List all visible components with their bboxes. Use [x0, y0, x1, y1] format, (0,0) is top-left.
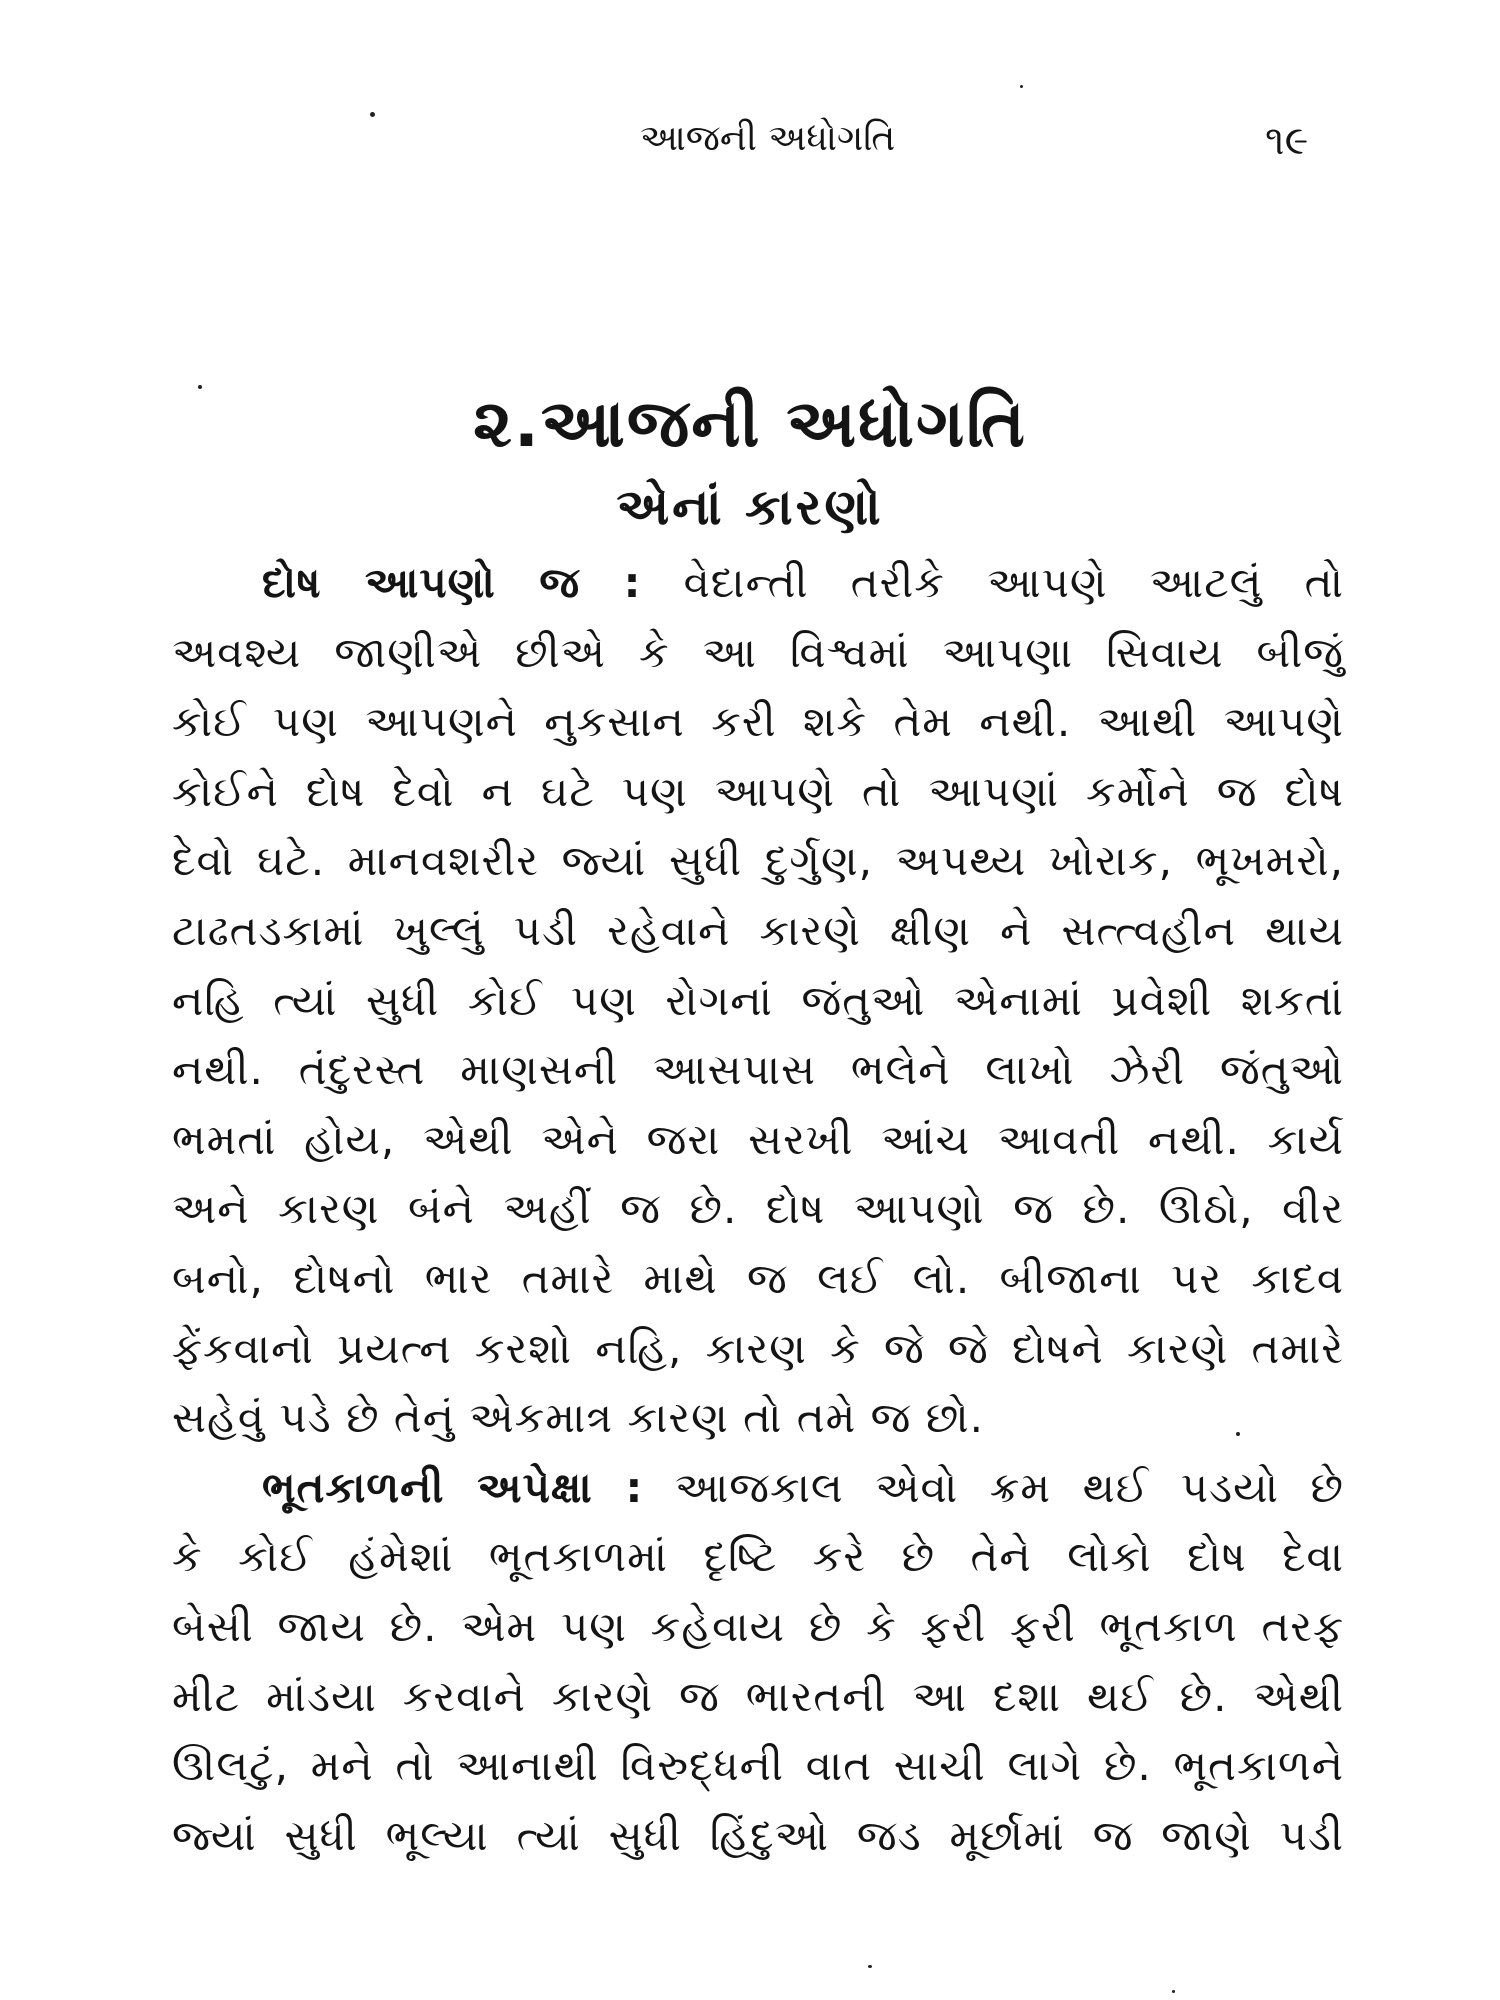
paragraph-1-first-line-text: વેદાન્તી તરીકે આપણે આટલું તો: [683, 558, 1344, 607]
paragraph-2-line: બેસી જાય છે. એમ પણ કહેવાય છે કે ફરી ફરી ભૂતકાળ તરફ: [172, 1601, 1344, 1651]
paragraph-2-heading: ભૂતકાળની અપેક્ષા :: [262, 1462, 644, 1512]
paragraph-1-line: ભમતાં હોય, એથી એને જરા સરખી આંચ આવતી નથી. કાર્ય: [172, 1114, 1344, 1164]
scan-speck: [1236, 1432, 1240, 1436]
paragraph-1-line: કોઈને દોષ દેવો ન ઘટે પણ આપણે તો આપણાં કર્મોને જ દોષ: [172, 766, 1344, 816]
page-number: ૧૯: [1265, 118, 1309, 164]
paragraph-1-line: નહિ ત્યાં સુધી કોઈ પણ રોગનાં જંતુઓ એનામાં પ્રવેશી શકતાં: [172, 975, 1344, 1025]
paragraph-1-line: અને કારણ બંને અહીં જ છે. દોષ આપણો જ છે. ઊઠો, વીર: [172, 1184, 1344, 1234]
paragraph-1-heading: દોષ આપણો જ :: [262, 558, 642, 607]
paragraph-2-first-line-text: આજકાલ એવો ક્રમ થઈ પડયો છે: [674, 1462, 1345, 1512]
scan-speck: [198, 385, 202, 389]
paragraph-2-line: કે કોઈ હંમેશાં ભૂતકાળમાં દૃષ્ટિ કરે છે તેને લોકો દોષ દેવા: [172, 1532, 1344, 1582]
paragraph-2-line: ઊલટું, મને તો આનાથી વિરુદ્ધની વાત સાચી લાગે છે. ભૂતકાળને: [172, 1741, 1344, 1791]
scan-speck: [868, 1965, 872, 1968]
paragraph-1-line: કોઈ પણ આપણને નુકસાન કરી શકે તેમ નથી. આથી આપણે: [172, 697, 1344, 747]
running-head-title: આજની અધોગતિ: [640, 118, 896, 159]
paragraph-1-last-line: સહેવું પડે છે તેનું એકમાત્ર કારણ તો તમે જ છો.: [172, 1393, 985, 1443]
paragraph-1-line: અવશ્ય જાણીએ છીએ કે આ વિશ્વમાં આપણા સિવાય બીજું: [172, 627, 1344, 677]
scan-speck: [1172, 1990, 1175, 1993]
paragraph-1-line: બનો, દોષનો ભાર તમારે માથે જ લઈ લો. બીજાના પર કાદવ: [172, 1253, 1344, 1303]
paragraph-2-line: જ્યાં સુધી ભૂલ્યા ત્યાં સુધી હિંદુઓ જડ મૂર્છામાં જ જાણે પડી: [172, 1810, 1344, 1860]
chapter-subtitle: એનાં કારણો: [616, 478, 884, 536]
paragraph-1-first-line: [172, 548, 1344, 618]
scan-speck: [370, 112, 375, 117]
paragraph-1-line: ફેંકવાનો પ્રયત્ન કરશો નહિ, કારણ કે જે જે દોષને કારણે તમારે: [172, 1323, 1344, 1373]
paragraph-1-line: ટાઢતડકામાં ખુલ્લું પડી રહેવાને કારણે ક્ષીણ ને સત્ત્વહીન થાય: [172, 905, 1344, 955]
paragraph-1-line: દેવો ઘટે. માનવશરીર જ્યાં સુધી દુર્ગુણ, અપથ્ય ખોરાક, ભૂખમરો,: [172, 836, 1344, 886]
scan-speck: [1020, 85, 1023, 88]
paragraph-2-first-line: [172, 1453, 1344, 1523]
body-text: [172, 548, 1344, 1870]
paragraph-1-line: નથી. તંદુરસ્ત માણસની આસપાસ ભલેને લાખો ઝેરી જંતુઓ: [172, 1045, 1344, 1095]
chapter-title: ૨.આજની અધોગતિ: [473, 385, 1027, 462]
paragraph-2-line: મીટ માંડયા કરવાને કારણે જ ભારતની આ દશા થઈ છે. એથી: [172, 1671, 1344, 1721]
